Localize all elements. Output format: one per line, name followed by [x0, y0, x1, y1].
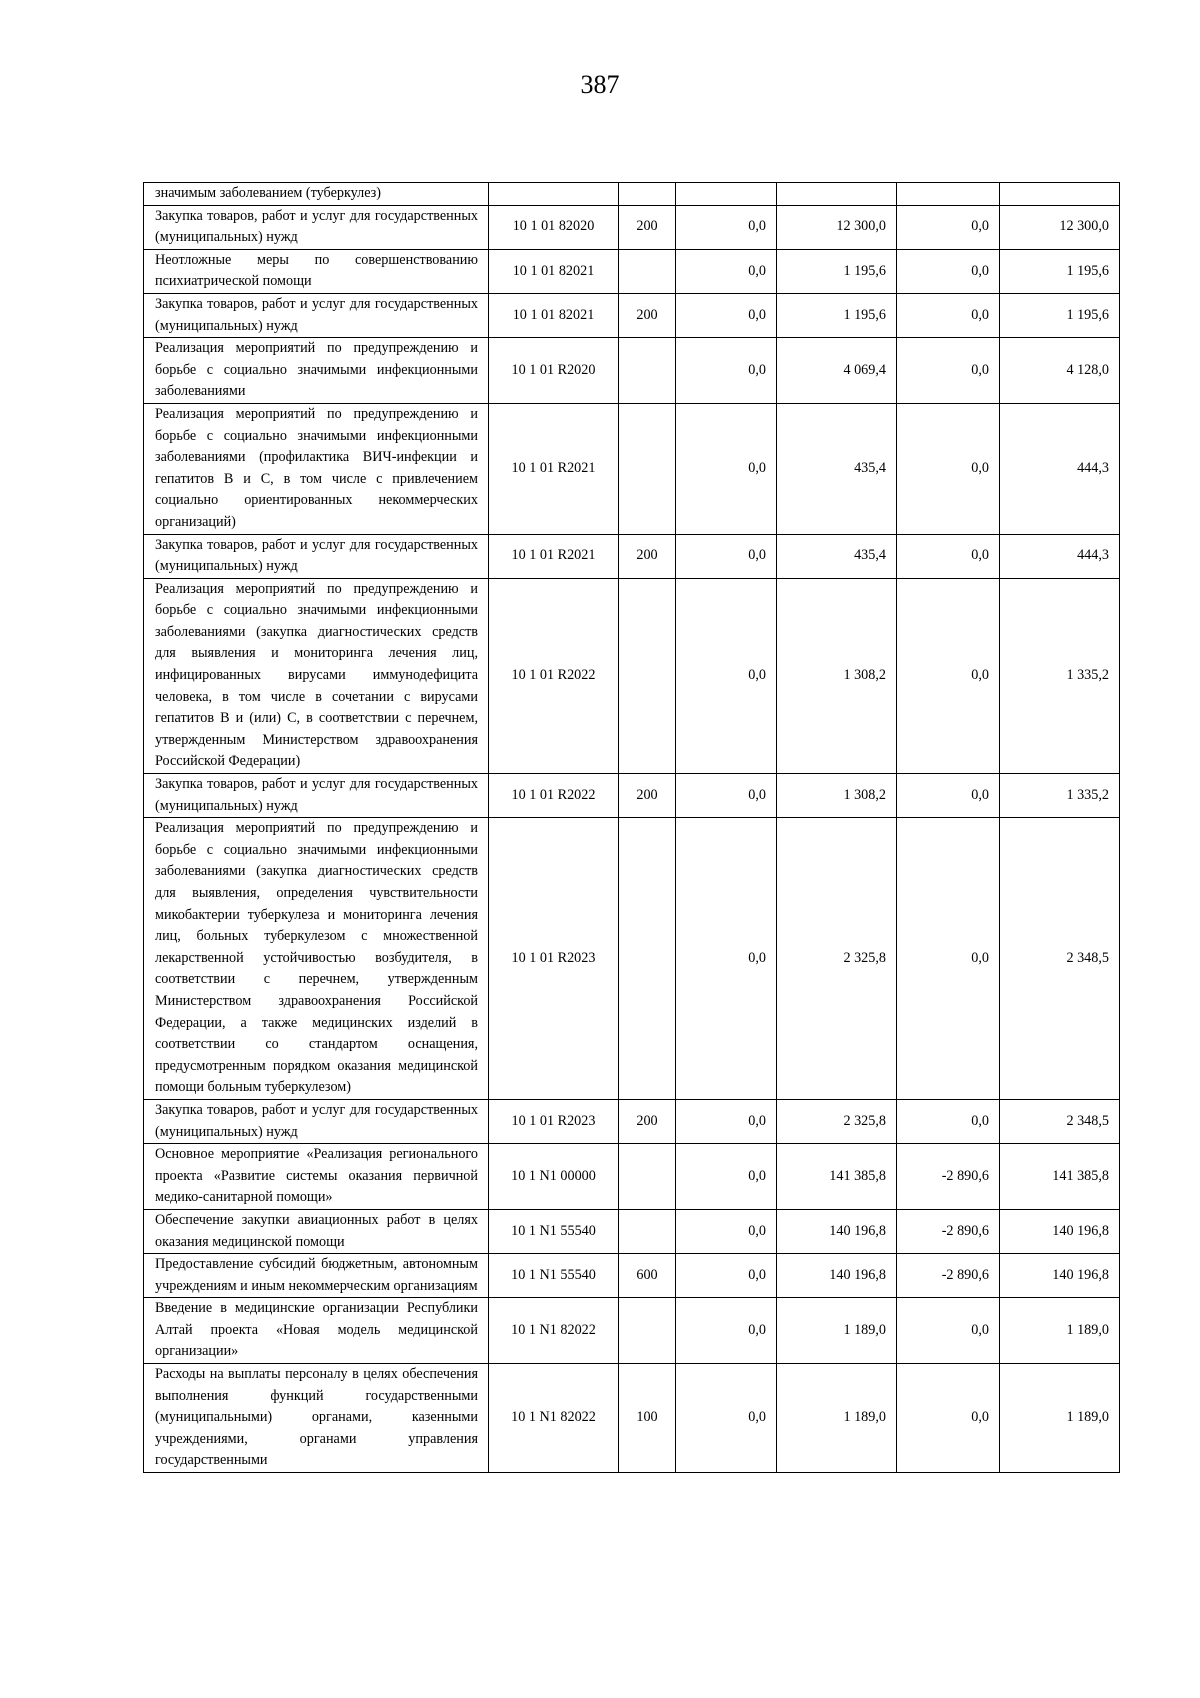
- value-4: 1 189,0: [1000, 1298, 1120, 1364]
- value-1: 0,0: [676, 249, 777, 293]
- value-1: 0,0: [676, 1099, 777, 1143]
- table-row: [144, 1144, 1120, 1210]
- value-1: 0,0: [676, 774, 777, 818]
- row-name: Предоставление субсидий бюджетным, автономным учреждениям и иным некоммерческим организациям: [144, 1254, 489, 1298]
- value-2: 1 195,6: [777, 249, 897, 293]
- value-2: 435,4: [777, 403, 897, 534]
- table-row: [144, 249, 1120, 293]
- value-4: 1 195,6: [1000, 293, 1120, 337]
- table-row: [144, 1099, 1120, 1143]
- row-name: Закупка товаров, работ и услуг для государственных (муниципальных) нужд: [144, 534, 489, 578]
- value-3: 0,0: [897, 818, 1000, 1100]
- value-4: 1 335,2: [1000, 578, 1120, 773]
- expense-type: [619, 183, 676, 206]
- table-row: [144, 1254, 1120, 1298]
- expense-type: [619, 578, 676, 773]
- expense-type: 200: [619, 1099, 676, 1143]
- value-4: 444,3: [1000, 403, 1120, 534]
- value-3: 0,0: [897, 534, 1000, 578]
- row-name: Обеспечение закупки авиационных работ в целях оказания медицинской помощи: [144, 1209, 489, 1253]
- row-name: Закупка товаров, работ и услуг для государственных (муниципальных) нужд: [144, 774, 489, 818]
- value-1: 0,0: [676, 1144, 777, 1210]
- value-3: 0,0: [897, 293, 1000, 337]
- value-2: 140 196,8: [777, 1209, 897, 1253]
- table-row: [144, 578, 1120, 773]
- value-2: 1 189,0: [777, 1298, 897, 1364]
- row-name: Реализация мероприятий по предупреждению и борьбе с социально значимыми инфекционными заболеваниями (профилактика ВИЧ-инфекции и гепатитов B и C, в том числе с привлечением социально ориентированных некоммерческих организаций): [144, 403, 489, 534]
- table-row: [144, 1298, 1120, 1364]
- row-name: Неотложные меры по совершенствованию психиатрической помощи: [144, 249, 489, 293]
- target-code: 10 1 N1 82022: [489, 1364, 619, 1473]
- table-row: [144, 774, 1120, 818]
- value-3: 0,0: [897, 1298, 1000, 1364]
- value-2: 1 195,6: [777, 293, 897, 337]
- value-2: 1 189,0: [777, 1364, 897, 1473]
- value-4: 140 196,8: [1000, 1254, 1120, 1298]
- value-1: 0,0: [676, 403, 777, 534]
- value-3: 0,0: [897, 249, 1000, 293]
- value-1: [676, 183, 777, 206]
- value-4: 4 128,0: [1000, 338, 1120, 404]
- expense-type: 200: [619, 205, 676, 249]
- expense-type: [619, 403, 676, 534]
- table-row: [144, 338, 1120, 404]
- value-3: 0,0: [897, 403, 1000, 534]
- expense-type: 200: [619, 293, 676, 337]
- expense-type: [619, 249, 676, 293]
- value-1: 0,0: [676, 205, 777, 249]
- value-4: 141 385,8: [1000, 1144, 1120, 1210]
- expense-type: [619, 818, 676, 1100]
- budget-table-body: [144, 183, 1120, 1473]
- target-code: [489, 183, 619, 206]
- page-number: 387: [580, 70, 620, 99]
- table-row: [144, 403, 1120, 534]
- row-name: Расходы на выплаты персоналу в целях обеспечения выполнения функций государственными (муниципальными) органами, казенными учреждениями, органами управления государственными: [144, 1364, 489, 1473]
- value-4: 2 348,5: [1000, 1099, 1120, 1143]
- target-code: 10 1 N1 00000: [489, 1144, 619, 1210]
- row-name: Закупка товаров, работ и услуг для государственных (муниципальных) нужд: [144, 1099, 489, 1143]
- value-1: 0,0: [676, 1298, 777, 1364]
- row-name: Реализация мероприятий по предупреждению и борьбе с социально значимыми инфекционными заболеваниями (закупка диагностических средств для выявления и мониторинга лечения лиц, инфицированных вирусами иммунодефицита человека, в том числе в сочетании с вирусами гепатитов B и (или) C, в соответствии с перечнем, утвержденным Министерством здравоохранения Российской Федерации): [144, 578, 489, 773]
- value-3: -2 890,6: [897, 1144, 1000, 1210]
- value-2: 141 385,8: [777, 1144, 897, 1210]
- target-code: 10 1 01 R2023: [489, 1099, 619, 1143]
- value-3: -2 890,6: [897, 1209, 1000, 1253]
- value-1: 0,0: [676, 1364, 777, 1473]
- table-row: [144, 293, 1120, 337]
- value-2: 1 308,2: [777, 578, 897, 773]
- row-name: Основное мероприятие «Реализация регионального проекта «Развитие системы оказания первичной медико-санитарной помощи»: [144, 1144, 489, 1210]
- target-code: 10 1 01 82020: [489, 205, 619, 249]
- target-code: 10 1 01 R2022: [489, 578, 619, 773]
- value-3: 0,0: [897, 774, 1000, 818]
- target-code: 10 1 N1 55540: [489, 1209, 619, 1253]
- target-code: 10 1 01 R2020: [489, 338, 619, 404]
- target-code: 10 1 01 R2022: [489, 774, 619, 818]
- value-3: 0,0: [897, 578, 1000, 773]
- row-name: Введение в медицинские организации Республики Алтай проекта «Новая модель медицинской организации»: [144, 1298, 489, 1364]
- table-row: [144, 1364, 1120, 1473]
- value-2: 12 300,0: [777, 205, 897, 249]
- value-1: 0,0: [676, 338, 777, 404]
- expense-type: 100: [619, 1364, 676, 1473]
- target-code: 10 1 01 82021: [489, 293, 619, 337]
- target-code: 10 1 01 R2023: [489, 818, 619, 1100]
- value-2: 4 069,4: [777, 338, 897, 404]
- value-1: 0,0: [676, 534, 777, 578]
- expense-type: 200: [619, 774, 676, 818]
- value-4: 2 348,5: [1000, 818, 1120, 1100]
- value-2: 2 325,8: [777, 818, 897, 1100]
- value-1: 0,0: [676, 1209, 777, 1253]
- table-row: [144, 534, 1120, 578]
- value-2: 435,4: [777, 534, 897, 578]
- value-3: [897, 183, 1000, 206]
- row-name: Закупка товаров, работ и услуг для государственных (муниципальных) нужд: [144, 205, 489, 249]
- expense-type: 600: [619, 1254, 676, 1298]
- expense-type: [619, 1209, 676, 1253]
- value-3: 0,0: [897, 1364, 1000, 1473]
- target-code: 10 1 01 R2021: [489, 403, 619, 534]
- target-code: 10 1 01 82021: [489, 249, 619, 293]
- value-4: 12 300,0: [1000, 205, 1120, 249]
- value-3: 0,0: [897, 205, 1000, 249]
- value-3: -2 890,6: [897, 1254, 1000, 1298]
- table-row: [144, 183, 1120, 206]
- value-2: [777, 183, 897, 206]
- expense-type: [619, 1298, 676, 1364]
- table-row: [144, 818, 1120, 1100]
- row-name: Закупка товаров, работ и услуг для государственных (муниципальных) нужд: [144, 293, 489, 337]
- budget-table: [143, 182, 1120, 1473]
- value-4: 444,3: [1000, 534, 1120, 578]
- row-name: Реализация мероприятий по предупреждению и борьбе с социально значимыми инфекционными заболеваниями: [144, 338, 489, 404]
- value-2: 2 325,8: [777, 1099, 897, 1143]
- value-4: 1 189,0: [1000, 1364, 1120, 1473]
- row-name: значимым заболеванием (туберкулез): [144, 183, 489, 206]
- value-3: 0,0: [897, 338, 1000, 404]
- target-code: 10 1 01 R2021: [489, 534, 619, 578]
- value-4: 1 195,6: [1000, 249, 1120, 293]
- value-2: 140 196,8: [777, 1254, 897, 1298]
- value-4: [1000, 183, 1120, 206]
- value-4: 1 335,2: [1000, 774, 1120, 818]
- expense-type: [619, 338, 676, 404]
- table-row: [144, 205, 1120, 249]
- value-3: 0,0: [897, 1099, 1000, 1143]
- expense-type: 200: [619, 534, 676, 578]
- value-1: 0,0: [676, 293, 777, 337]
- value-2: 1 308,2: [777, 774, 897, 818]
- value-1: 0,0: [676, 818, 777, 1100]
- target-code: 10 1 N1 55540: [489, 1254, 619, 1298]
- table-row: [144, 1209, 1120, 1253]
- expense-type: [619, 1144, 676, 1210]
- value-1: 0,0: [676, 578, 777, 773]
- target-code: 10 1 N1 82022: [489, 1298, 619, 1364]
- value-4: 140 196,8: [1000, 1209, 1120, 1253]
- value-1: 0,0: [676, 1254, 777, 1298]
- row-name: Реализация мероприятий по предупреждению и борьбе с социально значимыми инфекционными заболеваниями (закупка диагностических средств для выявления, определения чувствительности микобактерии туберкулеза и мониторинга лечения лиц, больных туберкулезом с множественной лекарственной устойчивостью возбудителя, в соответствии с перечнем, утвержденным Министерством здравоохранения Российской Федерации, а также медицинских изделий в соответствии со стандартом оснащения, предусмотренным порядком оказания медицинской помощи больным туберкулезом): [144, 818, 489, 1100]
